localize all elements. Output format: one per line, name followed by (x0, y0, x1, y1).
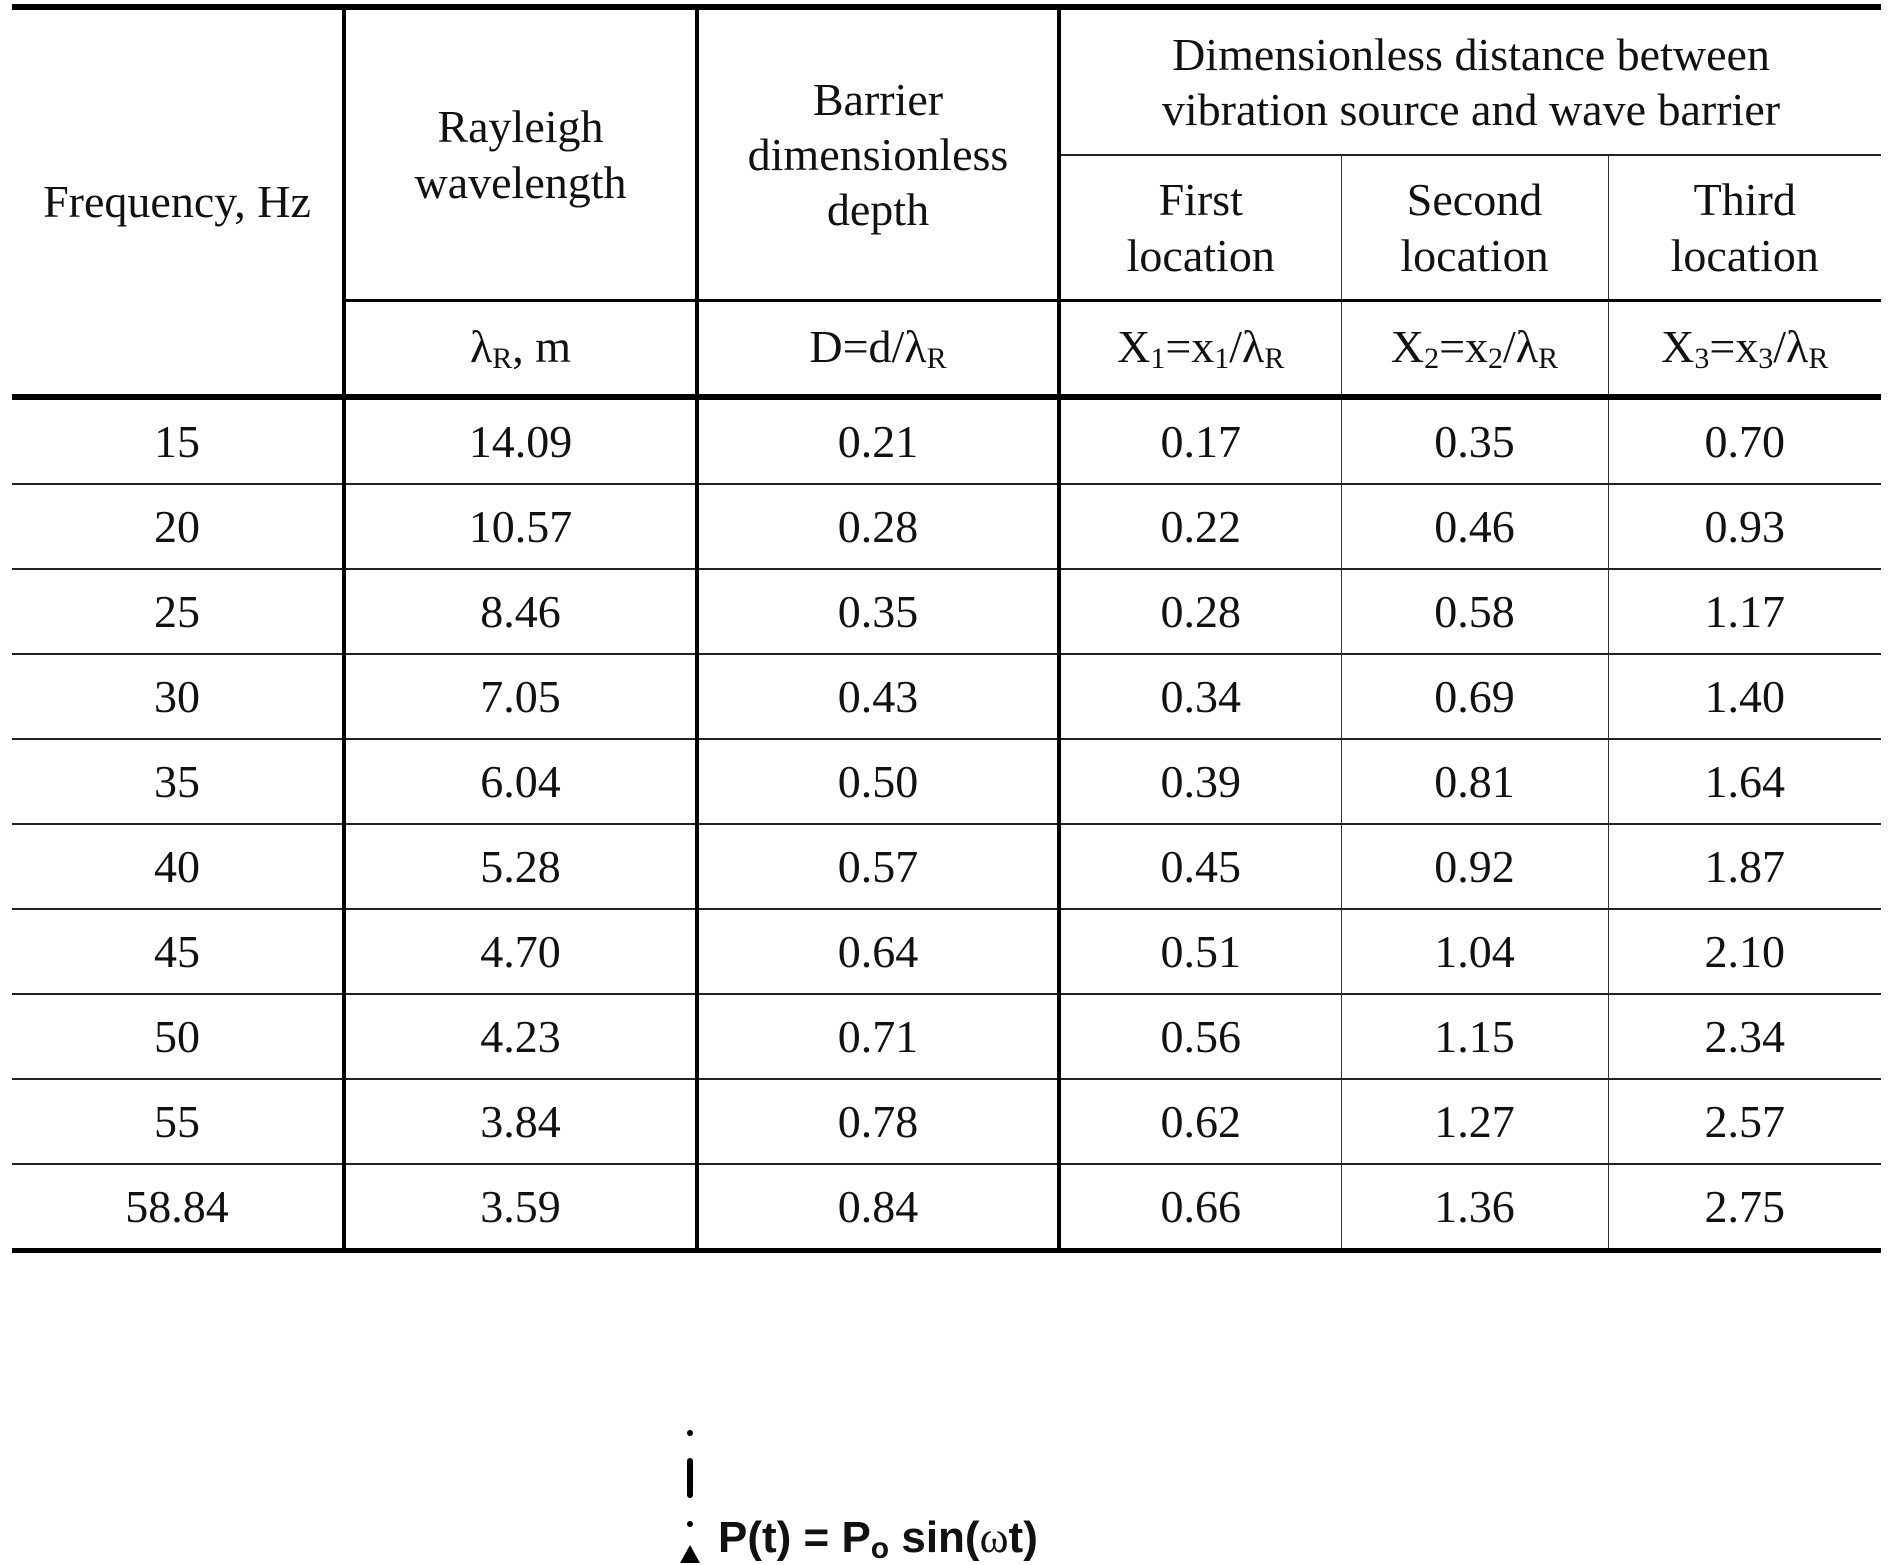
cell-wavelength: 6.04 (344, 739, 697, 824)
cell-x3: 0.93 (1608, 484, 1881, 569)
cell-wavelength: 7.05 (344, 654, 697, 739)
cell-frequency: 30 (12, 654, 344, 739)
header-third-location: Third location (1608, 155, 1881, 301)
cell-frequency: 35 (12, 739, 344, 824)
cell-x3: 1.40 (1608, 654, 1881, 739)
cell-x2: 0.46 (1341, 484, 1608, 569)
axis-dot-bottom (687, 1521, 693, 1527)
header-second-location: Second location (1341, 155, 1608, 301)
header-depth: Barrier dimensionless depth (697, 7, 1059, 301)
table-row (12, 569, 1881, 654)
cell-depth: 0.21 (697, 397, 1059, 484)
cell-x2: 0.81 (1341, 739, 1608, 824)
cell-x1: 0.39 (1059, 739, 1341, 824)
table-row (12, 397, 1881, 484)
cell-x3: 0.70 (1608, 397, 1881, 484)
cell-depth: 0.71 (697, 994, 1059, 1079)
cell-x2: 0.35 (1341, 397, 1608, 484)
table-row (12, 484, 1881, 569)
cell-frequency: 45 (12, 909, 344, 994)
cell-wavelength: 4.23 (344, 994, 697, 1079)
cell-depth: 0.57 (697, 824, 1059, 909)
unit-wavelength: $\lambda_R$, m (344, 301, 697, 398)
cell-x3: 1.64 (1608, 739, 1881, 824)
table-row (12, 909, 1881, 994)
cell-x1: 0.17 (1059, 397, 1341, 484)
cell-x1: 0.34 (1059, 654, 1341, 739)
cell-x2: 1.27 (1341, 1079, 1608, 1164)
cell-x3: 1.17 (1608, 569, 1881, 654)
table-row (12, 739, 1881, 824)
cell-x2: 0.92 (1341, 824, 1608, 909)
cell-x1: 0.22 (1059, 484, 1341, 569)
cell-frequency: 58.84 (12, 1164, 344, 1251)
arrow-up-icon (680, 1545, 700, 1563)
header-frequency: Frequency, Hz (12, 7, 344, 397)
cell-depth: 0.64 (697, 909, 1059, 994)
cell-wavelength: 14.09 (344, 397, 697, 484)
cell-x3: 2.34 (1608, 994, 1881, 1079)
load-label: $P(t) = P_o$ sin(ωt) (718, 1513, 1038, 1565)
table-row (12, 824, 1881, 909)
cell-x1: 0.56 (1059, 994, 1341, 1079)
cell-depth: 0.78 (697, 1079, 1059, 1164)
cell-wavelength: 10.57 (344, 484, 697, 569)
cell-x2: 1.15 (1341, 994, 1608, 1079)
cell-frequency: 25 (12, 569, 344, 654)
header-first-location: First location (1059, 155, 1341, 301)
cell-depth: 0.43 (697, 654, 1059, 739)
table-row (12, 654, 1881, 739)
unit-x2: $X_2=x_2/\lambda_R$ (1341, 301, 1608, 398)
frequency-table (12, 4, 1881, 1253)
cell-wavelength: 5.28 (344, 824, 697, 909)
cell-frequency: 15 (12, 397, 344, 484)
axis-dot-top (687, 1430, 693, 1436)
unit-x3: $X_3=x_3/\lambda_R$ (1608, 301, 1881, 398)
header-distance-group: Dimensionless distance between vibration source and wave barrier (1059, 7, 1881, 155)
cell-wavelength: 3.84 (344, 1079, 697, 1164)
cell-frequency: 50 (12, 994, 344, 1079)
cell-depth: 0.84 (697, 1164, 1059, 1251)
cell-depth: 0.28 (697, 484, 1059, 569)
axis-dash (687, 1458, 693, 1498)
cell-x1: 0.62 (1059, 1079, 1341, 1164)
cell-x2: 1.04 (1341, 909, 1608, 994)
cell-x1: 0.51 (1059, 909, 1341, 994)
table-row (12, 1164, 1881, 1251)
cell-frequency: 20 (12, 484, 344, 569)
cell-x3: 2.75 (1608, 1164, 1881, 1251)
unit-depth: $D=d/\lambda_R$ (697, 301, 1059, 398)
cell-x2: 1.36 (1341, 1164, 1608, 1251)
cell-wavelength: 4.70 (344, 909, 697, 994)
header-wavelength: Rayleigh wavelength (344, 7, 697, 301)
cell-x3: 2.57 (1608, 1079, 1881, 1164)
table-row (12, 994, 1881, 1079)
unit-x1: $X_1=x_1/\lambda_R$ (1059, 301, 1341, 398)
cell-depth: 0.50 (697, 739, 1059, 824)
cell-x2: 0.58 (1341, 569, 1608, 654)
cell-frequency: 55 (12, 1079, 344, 1164)
cell-frequency: 40 (12, 824, 344, 909)
cell-x1: 0.66 (1059, 1164, 1341, 1251)
table-row (12, 1079, 1881, 1164)
cell-wavelength: 8.46 (344, 569, 697, 654)
cell-depth: 0.35 (697, 569, 1059, 654)
cell-x1: 0.28 (1059, 569, 1341, 654)
cell-wavelength: 3.59 (344, 1164, 697, 1251)
cell-x2: 0.69 (1341, 654, 1608, 739)
cell-x1: 0.45 (1059, 824, 1341, 909)
cell-x3: 1.87 (1608, 824, 1881, 909)
cell-x3: 2.10 (1608, 909, 1881, 994)
